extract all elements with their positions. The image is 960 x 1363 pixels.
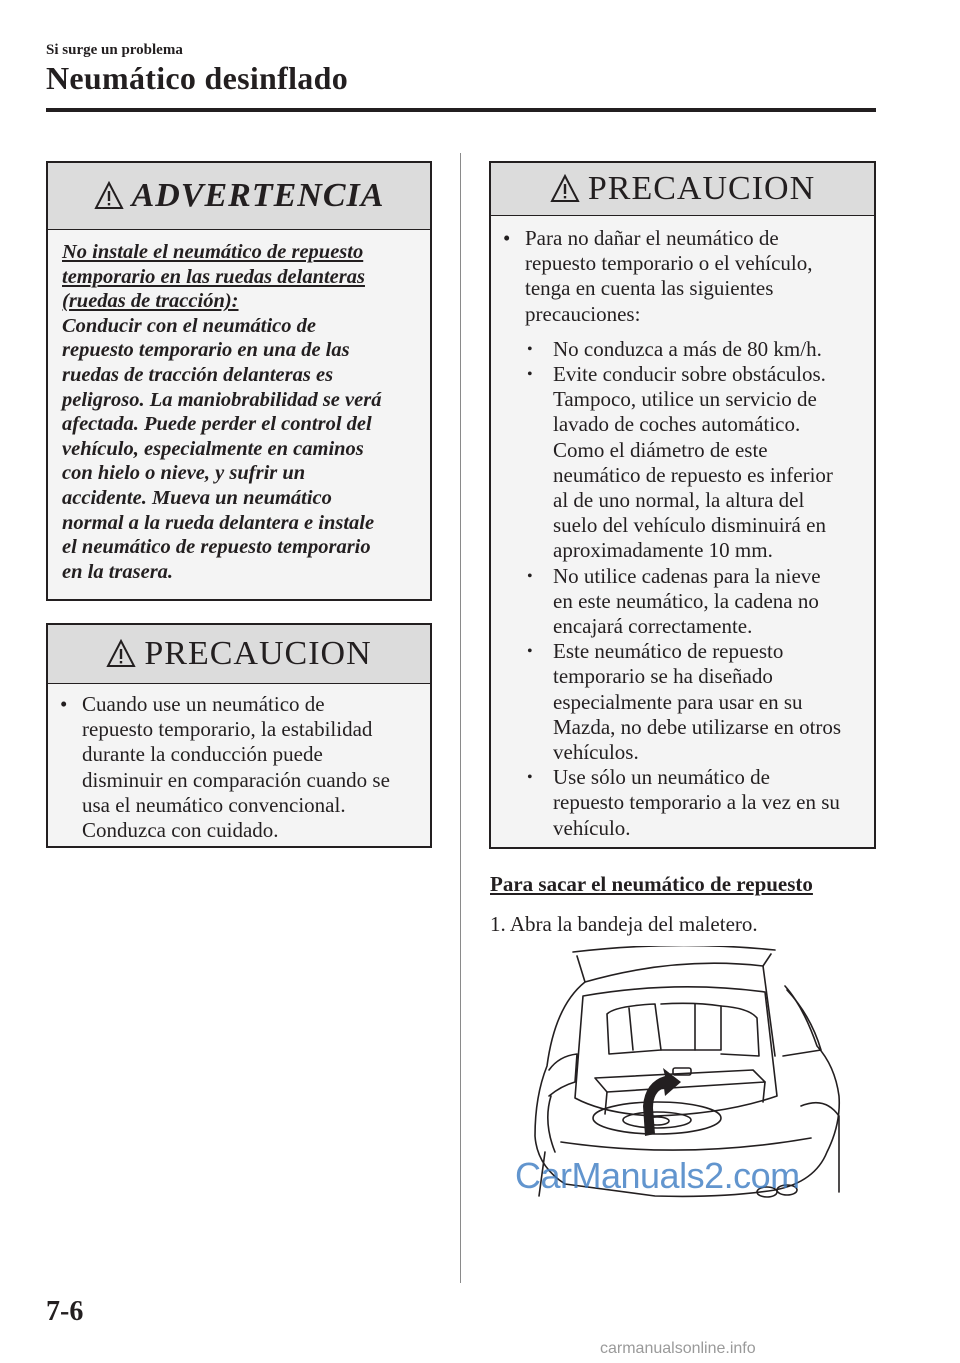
warning-body-line: repuesto temporario en una de las xyxy=(62,339,350,362)
section-label: Si surge un problema xyxy=(46,42,183,58)
caution-box-right xyxy=(489,161,876,849)
warning-triangle-icon xyxy=(550,174,580,204)
warning-body-line: en la trasera. xyxy=(62,560,174,583)
caution-line: tenga en cuenta las siguientes xyxy=(525,276,774,301)
warning-lead-line: temporario en las ruedas delanteras xyxy=(62,265,365,288)
list-item xyxy=(48,692,430,843)
sub-bullet-icon: • xyxy=(527,366,533,384)
caution-line: Conduzca con cuidado. xyxy=(82,818,279,843)
warning-body-line: normal a la rueda delantera e instale xyxy=(62,511,375,534)
caution-title: PRECAUCION xyxy=(144,635,372,672)
sub-line: vehículo. xyxy=(553,815,631,840)
caution-line: repuesto temporario, la estabilidad xyxy=(82,717,373,742)
sub-line: al de uno normal, la altura del xyxy=(553,488,805,513)
sub-line: Este neumático de repuesto xyxy=(553,639,784,664)
warning-body-line: peligroso. La maniobrabilidad se verá xyxy=(62,388,382,411)
caution-line: Cuando use un neumático de xyxy=(82,692,325,716)
sub-list-item xyxy=(491,765,874,841)
sub-line: suelo del vehículo disminuirá en xyxy=(553,513,826,538)
section-heading: Para sacar el neumático de repuesto xyxy=(490,872,813,896)
sub-line: encajará correctamente. xyxy=(553,614,753,639)
page-number: 7-6 xyxy=(46,1296,84,1327)
caution-text xyxy=(48,684,430,843)
sub-list-item xyxy=(491,639,874,765)
sub-line: en este neumático, la cadena no xyxy=(553,588,819,613)
sub-line: aproximadamente 10 mm. xyxy=(553,538,773,563)
footer-watermark[interactable]: carmanualsonline.info xyxy=(600,1340,756,1357)
sub-line: No utilice cadenas para la nieve xyxy=(553,563,821,588)
sub-line: Mazda, no debe utilizarse en otros xyxy=(553,714,842,739)
sub-line: Tampoco, utilice un servicio de xyxy=(553,387,817,412)
sub-bullet-icon: • xyxy=(527,643,533,661)
sub-bullet-icon: • xyxy=(527,567,533,585)
sub-line: especialmente para usar en su xyxy=(553,689,803,714)
warning-header xyxy=(48,163,430,230)
sub-line: repuesto temporario a la vez en su xyxy=(553,790,840,815)
caution-line: usa el neumático convencional. xyxy=(82,792,346,817)
warning-title: ADVERTENCIA xyxy=(131,177,385,214)
column-divider xyxy=(460,153,461,1283)
watermark: CarManuals2.com xyxy=(515,1155,800,1196)
caution-line: Para no dañar el neumático de xyxy=(525,226,779,250)
warning-body-line: con hielo o nieve, y sufrir un xyxy=(62,462,306,485)
sub-list-item xyxy=(491,337,874,362)
warning-body-line: Conducir con el neumático de xyxy=(62,314,316,337)
warning-triangle-icon xyxy=(94,181,124,211)
sub-list-item xyxy=(491,564,874,640)
sub-line: lavado de coches automático. xyxy=(553,412,801,437)
sub-list-item xyxy=(491,362,874,564)
caution-header xyxy=(491,163,874,216)
sub-line: temporario se ha diseñado xyxy=(553,664,773,689)
bullet-icon: • xyxy=(60,692,68,716)
warning-body-line: accidente. Mueva un neumático xyxy=(62,486,332,509)
warning-lead-line: No instale el neumático de repuesto xyxy=(62,241,364,263)
warning-lead-line: (ruedas de tracción): xyxy=(62,290,239,313)
caution-box-left xyxy=(46,623,432,848)
list-item xyxy=(491,226,874,327)
warning-body-line: el neumático de repuesto temporario xyxy=(62,536,371,559)
warning-triangle-icon xyxy=(106,639,136,669)
sub-line: Evite conducir sobre obstáculos. xyxy=(553,362,826,387)
header-rule xyxy=(46,108,876,112)
caution-header xyxy=(48,625,430,684)
warning-box xyxy=(46,161,432,601)
sub-bullet-icon: • xyxy=(527,769,533,787)
caution-line: repuesto temporario o el vehículo, xyxy=(525,251,813,276)
sub-line: neumático de repuesto es inferior xyxy=(553,462,833,487)
caution-line: durante la conducción puede xyxy=(82,742,323,767)
warning-body-line: ruedas de tracción delanteras es xyxy=(62,363,334,386)
sub-line: Como el diámetro de este xyxy=(553,437,768,462)
page-title: Neumático desinflado xyxy=(46,60,348,96)
caution-line: disminuir en comparación cuando se xyxy=(82,767,390,792)
bullet-icon: • xyxy=(503,226,511,250)
caution-title: PRECAUCION xyxy=(587,170,816,207)
warning-text xyxy=(48,230,430,584)
sub-line: vehículos. xyxy=(553,740,639,765)
warning-body-line: vehículo, especialmente en caminos xyxy=(62,437,364,460)
sub-line: No conduzca a más de 80 km/h. xyxy=(553,336,822,361)
caution-line: precauciones: xyxy=(525,301,641,326)
sub-bullet-icon: • xyxy=(527,340,533,358)
sub-line: Use sólo un neumático de xyxy=(553,765,770,790)
step-item: 1. Abra la bandeja del maletero. xyxy=(490,912,758,936)
caution-text xyxy=(491,216,874,841)
warning-body-line: afectada. Puede perder el control del xyxy=(62,413,372,436)
